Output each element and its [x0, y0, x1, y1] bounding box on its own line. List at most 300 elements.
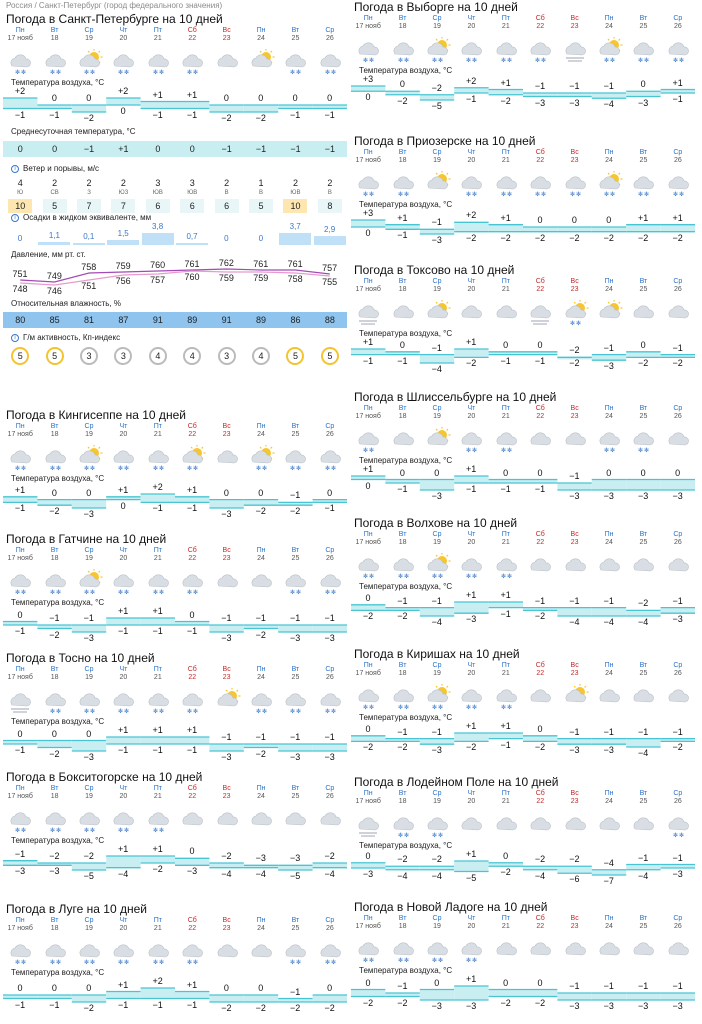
svg-text:✻: ✻	[90, 590, 96, 595]
weather-icons-row	[351, 169, 695, 199]
svg-text:✻: ✻	[49, 466, 55, 471]
day-date: 17 нояб	[7, 35, 33, 42]
max-temp: +1	[118, 725, 129, 735]
wind-direction: СВ	[50, 190, 59, 196]
temp-band	[626, 865, 660, 870]
day-header	[420, 531, 454, 551]
day-header	[209, 423, 243, 443]
day-date: 22	[188, 793, 197, 800]
humidity-cell: 87	[106, 312, 140, 328]
max-temp: +2	[14, 86, 26, 96]
max-temp: 0	[86, 728, 92, 739]
icon-cell	[626, 35, 660, 65]
svg-text:✻: ✻	[541, 58, 547, 63]
max-temp: 0	[189, 846, 195, 857]
day-header	[557, 278, 591, 298]
min-temp: −2	[534, 611, 546, 622]
max-temp: −1	[603, 81, 614, 91]
min-temp: −1	[500, 484, 511, 494]
day-header	[351, 662, 385, 682]
block-title[interactable]: Погода в Луге на 10 дней	[6, 902, 147, 916]
pressure-min: 759	[218, 273, 234, 283]
max-temp: +2	[466, 75, 477, 86]
max-temp: −1	[431, 217, 442, 228]
day-date: 17 нояб	[7, 674, 33, 681]
day-header	[661, 915, 695, 935]
svg-text:✻: ✻	[541, 192, 547, 197]
day-date: 26	[325, 793, 334, 800]
days-header	[351, 278, 695, 298]
cloud-snow-icon	[389, 171, 417, 197]
day-name: Чт	[119, 423, 128, 430]
min-temp: −2	[83, 1003, 94, 1013]
min-temp: −2	[569, 232, 580, 243]
icon-cell	[37, 47, 71, 77]
icon-cell	[454, 425, 488, 455]
cloud-snow-icon	[144, 688, 172, 714]
min-temp: −3	[672, 491, 683, 501]
min-temp: −1	[397, 230, 408, 241]
min-temp: −3	[49, 866, 60, 877]
min-temp: −1	[152, 503, 163, 514]
wind-gust: 6	[215, 199, 239, 213]
breadcrumb[interactable]: Россия / Санкт-Петербург (город федерального значения)	[6, 1, 223, 10]
min-temp: −2	[500, 997, 511, 1008]
max-temp: +1	[500, 77, 511, 88]
svg-text:✻: ✻	[290, 590, 296, 595]
day-header	[489, 149, 523, 169]
max-temp: 0	[675, 467, 681, 478]
day-header	[175, 423, 209, 443]
min-temp: −1	[534, 355, 546, 366]
temp-band	[592, 355, 626, 361]
temp-label: Температура воздуха, °C	[359, 66, 453, 75]
temp-band	[313, 625, 347, 632]
pressure-chart	[3, 260, 347, 298]
cloud-snow-icon	[629, 171, 657, 197]
svg-text:✻: ✻	[84, 709, 90, 714]
day-date: 21	[153, 431, 162, 438]
icon-cell	[523, 425, 557, 455]
day-date: 19	[85, 35, 93, 42]
max-temp: 0	[537, 723, 543, 734]
min-temp: −2	[500, 232, 511, 243]
cloud-icon	[664, 937, 692, 963]
sun-cloud-snow-icon	[595, 171, 623, 197]
temp-label: Температура воздуха, °C	[359, 966, 453, 975]
max-temp: −1	[221, 732, 232, 742]
day-name: Сб	[535, 531, 545, 538]
min-temp: −4	[397, 870, 408, 881]
svg-text:✻: ✻	[21, 590, 27, 595]
min-temp: −1	[186, 109, 198, 120]
day-name: Вс	[570, 662, 579, 669]
max-temp: 0	[399, 467, 405, 478]
precip-value: 2,9	[324, 224, 336, 234]
wind-row	[3, 178, 347, 211]
min-temp: 0	[120, 500, 126, 511]
temp-band	[454, 986, 488, 1000]
day-name: Пт	[501, 15, 510, 22]
icon-cell	[420, 169, 454, 199]
max-temp: +1	[466, 590, 477, 600]
cloud-fog-icon	[6, 688, 34, 714]
svg-text:✻: ✻	[124, 466, 130, 471]
temp-chart	[3, 846, 347, 880]
day-date: 24	[605, 413, 613, 420]
min-temp: −4	[603, 99, 614, 110]
block-title[interactable]: Погода в Тосно на 10 дней	[6, 651, 155, 665]
min-temp: −1	[152, 745, 163, 755]
min-temp: −1	[672, 94, 683, 104]
day-header	[420, 790, 454, 810]
day-name: Ср	[673, 15, 683, 22]
min-temp: −3	[569, 745, 580, 756]
min-temp: −3	[290, 752, 301, 762]
day-date: 22	[188, 35, 197, 42]
max-temp: −1	[603, 726, 614, 737]
svg-text:✻: ✻	[84, 466, 90, 471]
cloud-icon	[281, 807, 309, 833]
days-header	[351, 790, 695, 810]
max-temp: +1	[466, 721, 477, 731]
temp-band	[489, 602, 523, 608]
block-title[interactable]: Погода в Шлиссельбурге на 10 дней	[354, 390, 557, 404]
max-temp: −1	[431, 726, 442, 737]
wind-cell	[3, 178, 37, 211]
svg-text:✻: ✻	[15, 828, 21, 833]
day-header	[175, 547, 209, 567]
day-name: Вс	[222, 666, 231, 673]
svg-text:✻: ✻	[569, 192, 575, 197]
temp-band	[592, 480, 626, 491]
max-temp: +1	[397, 212, 408, 223]
day-date: 17 нояб	[7, 793, 33, 800]
day-date: 17 нояб	[355, 670, 381, 677]
icon-cell	[313, 937, 347, 967]
wind-label[interactable]: i Ветер и порывы, м/с	[3, 163, 347, 174]
day-name: Ср	[432, 278, 442, 285]
svg-text:✻: ✻	[644, 58, 650, 63]
min-temp: −1	[500, 608, 511, 619]
temp-label: Температура воздуха, °C	[11, 474, 105, 483]
svg-text:✻: ✻	[55, 828, 61, 833]
min-temp: −2	[672, 232, 683, 243]
day-date: 26	[673, 413, 682, 420]
icon-cell	[661, 682, 695, 712]
min-temp: −2	[397, 611, 408, 622]
icon-cell	[489, 935, 523, 965]
temp-band	[209, 625, 243, 632]
day-date: 25	[291, 793, 300, 800]
day-name: Пн	[604, 915, 614, 922]
svg-text:✻: ✻	[158, 466, 164, 471]
day-date: 17 нояб	[7, 431, 33, 438]
max-temp: 0	[17, 983, 23, 993]
min-temp: −1	[14, 999, 26, 1010]
wind-speed: 3	[189, 178, 195, 188]
icon-cell	[3, 686, 37, 716]
cloud-icon	[561, 553, 589, 579]
day-header	[661, 662, 695, 682]
cloud-icon	[526, 684, 554, 710]
day-name: Вт	[398, 405, 407, 412]
svg-text:✻: ✻	[15, 466, 21, 471]
max-temp: 0	[223, 487, 229, 498]
max-temp: 0	[399, 79, 405, 90]
icon-cell	[106, 805, 140, 835]
icon-cell	[141, 805, 175, 835]
min-temp: −2	[397, 742, 408, 753]
max-temp: −1	[83, 613, 94, 623]
day-header	[209, 785, 243, 805]
icon-cell	[592, 682, 626, 712]
day-header	[313, 785, 347, 805]
svg-text:✻: ✻	[152, 466, 158, 471]
day-date: 23	[222, 555, 231, 562]
day-name: Ср	[673, 405, 683, 412]
svg-text:✻: ✻	[397, 58, 403, 63]
cloud-snow-icon	[6, 569, 34, 595]
icon-cell	[420, 810, 454, 840]
max-temp: 0	[365, 723, 371, 734]
svg-text:✻: ✻	[324, 709, 330, 714]
temp-band	[72, 741, 106, 752]
temp-band	[351, 990, 385, 997]
day-name: Сб	[535, 278, 545, 285]
min-temp: −1	[49, 109, 60, 120]
day-header	[557, 531, 591, 551]
svg-text:✻: ✻	[90, 466, 96, 471]
max-temp: 0	[503, 339, 509, 350]
icon-cell	[278, 443, 312, 473]
max-temp: +1	[186, 725, 198, 735]
block-title[interactable]: Погода в Санкт-Петербурге на 10 дней	[6, 12, 223, 26]
svg-text:✻: ✻	[432, 958, 438, 963]
min-temp: −2	[255, 113, 266, 123]
day-name: Пн	[604, 278, 614, 285]
svg-text:✻: ✻	[472, 58, 478, 63]
wind-gust: 10	[8, 199, 32, 213]
day-date: 19	[433, 286, 441, 293]
day-name: Вт	[291, 547, 300, 554]
cloud-snow-icon	[354, 171, 382, 197]
max-temp: +1	[466, 849, 477, 859]
day-name: Чт	[467, 278, 476, 285]
day-header	[489, 790, 523, 810]
max-temp: +1	[500, 212, 511, 223]
icon-cell	[37, 686, 71, 716]
precip-label[interactable]: i Осадки в жидком эквиваленте, мм	[3, 212, 347, 223]
svg-text:✻: ✻	[158, 960, 164, 965]
temp-band	[244, 500, 278, 506]
wind-gust: 7	[111, 199, 135, 213]
temp-band	[3, 861, 37, 866]
day-date: 19	[85, 431, 93, 438]
kp-cell	[72, 345, 106, 367]
cloud-icon	[213, 807, 241, 833]
min-temp: −4	[431, 364, 442, 374]
cloud-snow-icon	[457, 171, 485, 197]
temp-band	[523, 736, 557, 742]
max-temp: 0	[606, 215, 612, 225]
svg-text:✻: ✻	[296, 709, 302, 714]
min-temp: −1	[14, 626, 26, 636]
svg-text:✻: ✻	[84, 70, 90, 75]
block-title[interactable]: Погода в Токсово на 10 дней	[354, 263, 515, 277]
block-title[interactable]: Погода в Гатчине на 10 дней	[6, 532, 167, 546]
svg-text:✻: ✻	[506, 58, 512, 63]
cloud-snow-icon	[354, 684, 382, 710]
min-temp: −3	[569, 491, 580, 501]
min-temp: −6	[569, 874, 580, 885]
max-temp: −1	[638, 981, 649, 991]
day-date: 18	[50, 925, 59, 932]
day-date: 17 нояб	[355, 923, 381, 930]
avg-temp-cell: 0	[37, 141, 71, 157]
min-temp: −2	[466, 232, 477, 243]
humidity-cell: 81	[72, 312, 106, 328]
day-header	[420, 278, 454, 298]
sun-cloud-icon	[561, 684, 589, 710]
day-date: 19	[433, 23, 441, 30]
temp-band	[141, 618, 175, 625]
kp-index-badge: 3	[114, 347, 132, 365]
block-title[interactable]: Погода в Киришах на 10 дней	[354, 647, 520, 661]
day-header	[489, 531, 523, 551]
max-temp: −1	[569, 595, 580, 606]
day-date: 18	[50, 431, 59, 438]
day-header	[385, 15, 419, 35]
max-temp: −1	[255, 613, 266, 623]
min-temp: −2	[534, 742, 546, 753]
kp-label[interactable]: i Г/м активность, Кп-индекс	[3, 332, 347, 343]
min-temp: −2	[221, 113, 232, 123]
day-name: Пн	[604, 149, 614, 156]
day-date: 21	[153, 674, 162, 681]
block-title[interactable]: Погода в Выборге на 10 дней	[354, 0, 518, 14]
day-name: Чт	[467, 531, 476, 538]
block-title[interactable]: Погода в Кингисеппе на 10 дней	[6, 408, 186, 422]
temp-band	[3, 497, 37, 503]
day-date: 19	[433, 798, 441, 805]
cloud-icon	[492, 300, 520, 326]
cloud-snow-icon	[41, 569, 69, 595]
day-name: Пн	[15, 423, 25, 430]
max-temp: −1	[638, 726, 649, 737]
svg-text:✻: ✻	[55, 70, 61, 75]
min-temp: −1	[324, 109, 335, 120]
day-name: Ср	[84, 547, 94, 554]
max-temp: −1	[603, 595, 614, 606]
icon-cell	[175, 805, 209, 835]
day-date: 20	[119, 555, 128, 562]
pressure-min: 758	[287, 274, 303, 284]
block-title[interactable]: Погода в Бокситогорске на 10 дней	[6, 770, 203, 784]
days-header	[351, 915, 695, 935]
block-title[interactable]: Погода в Приозерске на 10 дней	[354, 134, 536, 148]
min-temp: −3	[638, 491, 649, 501]
day-date: 19	[85, 674, 93, 681]
day-date: 20	[467, 670, 476, 677]
day-header	[557, 790, 591, 810]
day-header	[141, 917, 175, 937]
min-temp: −1	[14, 745, 26, 755]
day-name: Ср	[673, 662, 683, 669]
min-temp: −3	[290, 633, 301, 643]
day-name: Ср	[673, 790, 683, 797]
precip-bar	[107, 240, 139, 245]
avg-temp-cell: −1	[313, 141, 347, 157]
icon-cell	[175, 47, 209, 77]
max-temp: −1	[603, 981, 614, 991]
weather-icons-row	[3, 937, 347, 967]
temp-band	[37, 500, 71, 506]
cloud-icon	[629, 300, 657, 326]
day-name: Ср	[84, 27, 94, 34]
block-title[interactable]: Погода в Новой Ладоге на 10 дней	[354, 900, 548, 914]
temp-band	[592, 739, 626, 745]
max-temp: 0	[503, 467, 509, 478]
svg-text:✻: ✻	[296, 590, 302, 595]
kp-index-badge: 4	[183, 347, 201, 365]
min-temp: −5	[290, 871, 301, 881]
day-header	[313, 423, 347, 443]
day-name: Вс	[222, 27, 231, 34]
day-date: 18	[50, 674, 59, 681]
cloud-snow-icon	[281, 445, 309, 471]
day-date: 25	[639, 286, 648, 293]
day-name: Ср	[673, 278, 683, 285]
cloud-icon	[457, 812, 485, 838]
day-date: 25	[639, 539, 648, 546]
min-temp: −2	[397, 997, 408, 1008]
max-temp: −1	[431, 342, 442, 353]
temp-band	[420, 229, 454, 234]
svg-text:✻: ✻	[55, 709, 61, 714]
day-date: 24	[257, 925, 265, 932]
block-title[interactable]: Погода в Лодейном Поле на 10 дней	[354, 775, 559, 789]
svg-text:✻: ✻	[324, 70, 330, 75]
day-date: 18	[398, 413, 407, 420]
min-temp: −3	[221, 509, 232, 519]
svg-text:✻: ✻	[330, 466, 336, 471]
day-date: 20	[467, 923, 476, 930]
cloud-icon	[561, 937, 589, 963]
day-date: 24	[605, 157, 613, 164]
svg-text:✻: ✻	[49, 70, 55, 75]
temp-band	[661, 608, 695, 614]
day-name: Пн	[363, 790, 373, 797]
temp-band	[141, 737, 175, 744]
icon-cell	[626, 551, 660, 581]
svg-text:✻: ✻	[21, 466, 27, 471]
svg-text:✻: ✻	[604, 192, 610, 197]
block-title[interactable]: Погода в Волхове на 10 дней	[354, 516, 518, 530]
pressure-max: 758	[81, 262, 97, 272]
day-name: Пт	[153, 423, 162, 430]
cloud-snow-icon	[389, 553, 417, 579]
cloud-icon	[561, 812, 589, 838]
icon-cell	[385, 935, 419, 965]
min-temp: −2	[221, 1003, 232, 1013]
day-date: 17 нояб	[355, 798, 381, 805]
icon-cell	[244, 47, 278, 77]
pressure-min: 746	[46, 286, 62, 296]
day-date: 26	[673, 923, 682, 930]
day-header	[557, 662, 591, 682]
max-temp: 0	[640, 339, 646, 350]
